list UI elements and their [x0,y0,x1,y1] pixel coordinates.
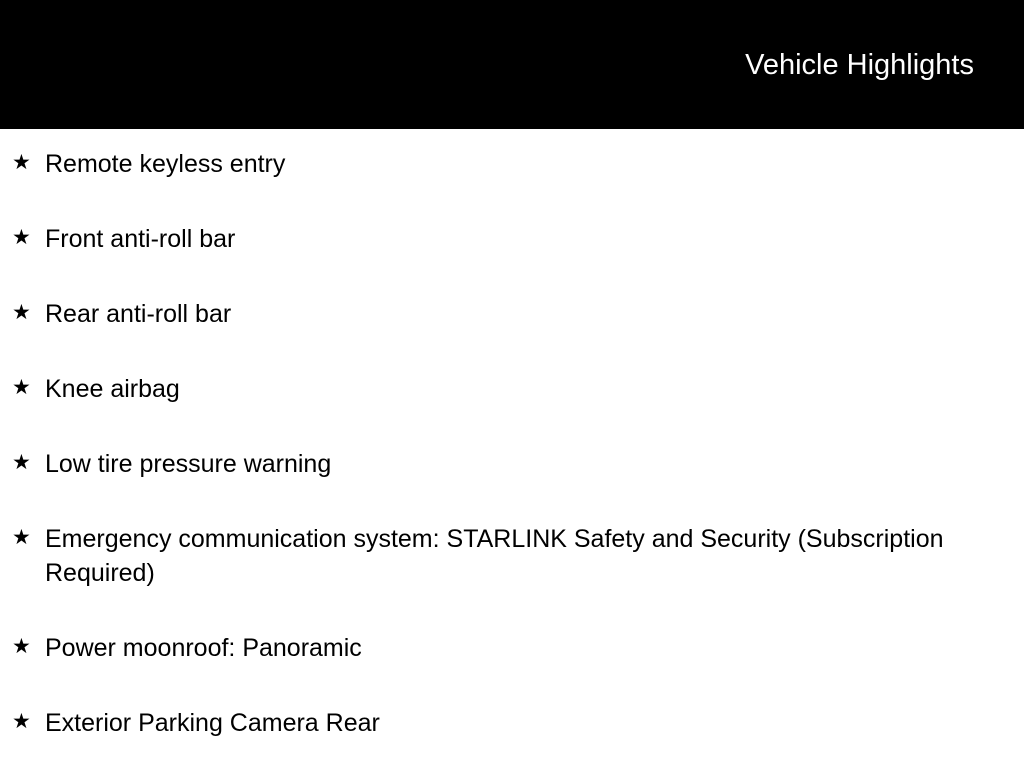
star-icon: ★ [12,635,31,658]
list-item [0,706,1024,740]
list-item [0,522,1024,590]
list-item [0,447,1024,481]
list-item [0,297,1024,331]
star-icon: ★ [12,526,31,549]
list-item [0,631,1024,665]
list-item [0,222,1024,256]
list-item-label: Power moonroof: Panoramic [45,634,362,662]
star-icon: ★ [12,226,31,249]
list-item-label: Knee airbag [45,375,180,403]
list-item-label: Low tire pressure warning [45,450,332,478]
star-icon: ★ [12,376,31,399]
list-item [0,372,1024,406]
star-icon: ★ [12,451,31,474]
list-item-label: Emergency communication system: STARLINK Safety and Security (Subscription Required) [45,525,944,587]
vehicle-highlights-list [0,147,1024,781]
list-item-label: Rear anti-roll bar [45,300,232,328]
star-icon: ★ [12,151,31,174]
list-item-label: Remote keyless entry [45,150,286,178]
header-bar [0,0,1024,129]
list-item-label: Front anti-roll bar [45,225,236,253]
star-icon: ★ [12,301,31,324]
page-title: Vehicle Highlights [745,49,974,81]
star-icon: ★ [12,710,31,733]
list-item-label: Exterior Parking Camera Rear [45,709,380,737]
list-item [0,147,1024,181]
